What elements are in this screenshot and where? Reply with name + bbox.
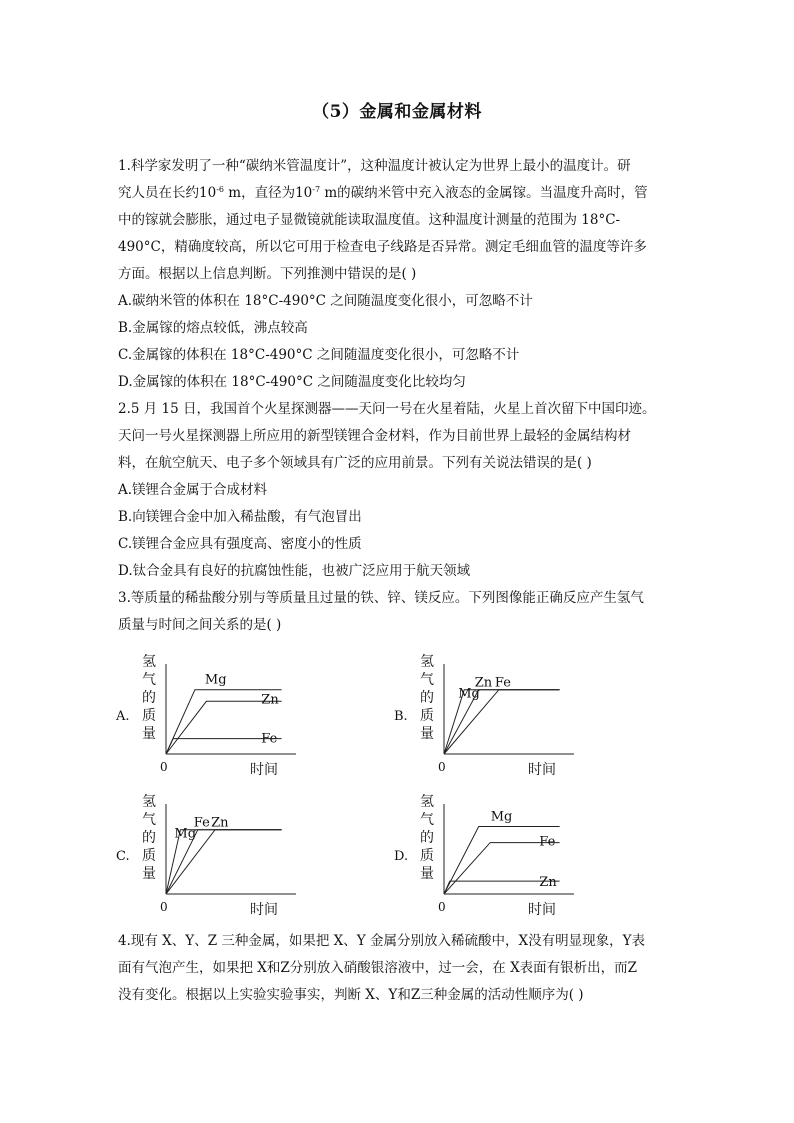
origin-label: 0 [160,900,168,914]
y-axis-label-char: 质 [420,848,434,864]
y-axis-label-char: 质 [420,708,434,724]
series-label-zn: Zn [539,875,557,891]
q3-line-2: 质量与时间之间关系的是( ) [118,617,282,633]
q2-option-d: D.钛合金具有良好的抗腐蚀性能，也被广泛应用于航天领域 [118,563,471,579]
q1-option-d: D.金属镓的体积在 18°C-490°C 之间随温度变化比较均匀 [118,374,466,390]
q1-option-a: A.碳纳米管的体积在 18°C-490°C 之间随温度变化很小，可忽略不计 [118,293,533,309]
q3-line-1: 3.等质量的稀盐酸分别与等质量且过量的铁、锌、镁反应。下列图像能正确反应产生氢气 [118,590,644,606]
y-axis-label-char: 量 [142,866,156,882]
option-label: C. [116,849,130,864]
series-label-zn: Zn [261,692,279,708]
series-label-fe: Fe [261,731,278,747]
q2-option-c: C.镁锂合金应具有强度高、密度小的性质 [118,536,362,552]
series-label-zn: Zn [474,675,493,691]
y-axis-label-char: 量 [420,726,434,742]
y-axis-label-char: 氢 [420,654,434,670]
x-axis-label: 时间 [528,762,556,778]
page-title: （5）金属和金属材料 [312,102,482,122]
chart-b [390,650,590,780]
y-axis-label-char: 质 [142,848,156,864]
y-axis-label-char: 氢 [420,794,434,810]
q1-line-3: 中的镓就会膨胀，通过电子显微镜就能读取温度值。这种温度计测量的范围为 18°C- [118,212,621,228]
origin-label: 0 [438,900,446,914]
q1-line-4: 490°C，精确度较高，所以它可用于检查电子线路是否异常。测定毛细血管的温度等许多 [118,239,647,255]
y-axis-label-char: 气 [142,672,156,688]
series-label-fe: Fe [539,834,556,850]
series-label-mg: Mg [458,686,480,702]
chart-c [112,790,302,920]
y-axis-label-char: 氢 [142,794,156,810]
option-label: D. [394,849,409,864]
q1-line-5: 方面。根据以上信息判断。下列推测中错误的是( ) [118,266,417,282]
series-label-zn: Zn [211,815,229,831]
series-label-mg: Mg [490,809,513,825]
series-label-mg: Mg [174,826,197,842]
series-label-fe: Fe [494,675,511,691]
series-label-mg: Mg [204,672,227,688]
chart-a [112,650,302,780]
y-axis-label-char: 的 [142,690,156,706]
q2-line-3: 料，在航空航天、电子多个领域具有广泛的应用前景。下列有关说法错误的是( ) [118,455,592,471]
y-axis-label-char: 的 [420,690,434,706]
q2-line-1: 2.5 月 15 日，我国首个火星探测器——天问一号在火星着陆，火星上首次留下中国印迹。 [118,401,656,417]
y-axis-label-char: 的 [420,830,434,846]
q2-line-2: 天问一号火星探测器上所应用的新型镁锂合金材料，作为目前世界上最轻的金属结构材 [118,428,631,444]
y-axis-label-char: 量 [420,866,434,882]
y-axis-label-char: 质 [142,708,156,724]
x-axis-label: 时间 [250,762,278,778]
y-axis-label-char: 气 [420,672,434,688]
y-axis-label-char: 的 [142,830,156,846]
q4-line-1: 4.现有 X、Y、Z 三种金属，如果把 X、Y 金属分别放入稀硫酸中，X没有明显现象，Y表 [118,933,645,949]
q4-line-3: 没有变化。根据以上实验实验事实，判断 X、Y和Z三种金属的活动性顺序为( ) [118,987,584,1003]
q1-line-1: 1.科学家发明了一种“碳纳米管温度计”，这种温度计被认定为世界上最小的温度计。研 [118,158,631,174]
q4-line-2: 面有气泡产生，如果把 X和Z分别放入硝酸银溶液中，过一会，在 X表面有银析出，而Z [118,960,638,976]
y-axis-label-char: 气 [142,812,156,828]
x-axis-label: 时间 [250,902,278,918]
series-label-fe: Fe [193,815,210,831]
q1-option-b: B.金属镓的熔点较低，沸点较高 [118,320,308,336]
origin-label: 0 [438,760,446,774]
q1-option-c: C.金属镓的体积在 18°C-490°C 之间随温度变化很小，可忽略不计 [118,347,520,363]
q2-option-a: A.镁锂合金属于合成材料 [118,482,268,498]
y-axis-label-char: 量 [142,726,156,742]
q1-line-2: 究人员在长约$10^{-6}$ m，直径为$10^{-7}$ m的碳纳米管中充入液态的金属镓。当温度升高时，管 [118,185,648,201]
origin-label: 0 [160,760,168,774]
y-axis-label-char: 氢 [142,654,156,670]
option-label: B. [394,709,408,724]
y-axis-label-char: 气 [420,812,434,828]
q2-option-b: B.向镁锂合金中加入稀盐酸，有气泡冒出 [118,509,362,525]
x-axis-label: 时间 [528,902,556,918]
chart-d [390,790,590,920]
option-label: A. [116,709,130,724]
